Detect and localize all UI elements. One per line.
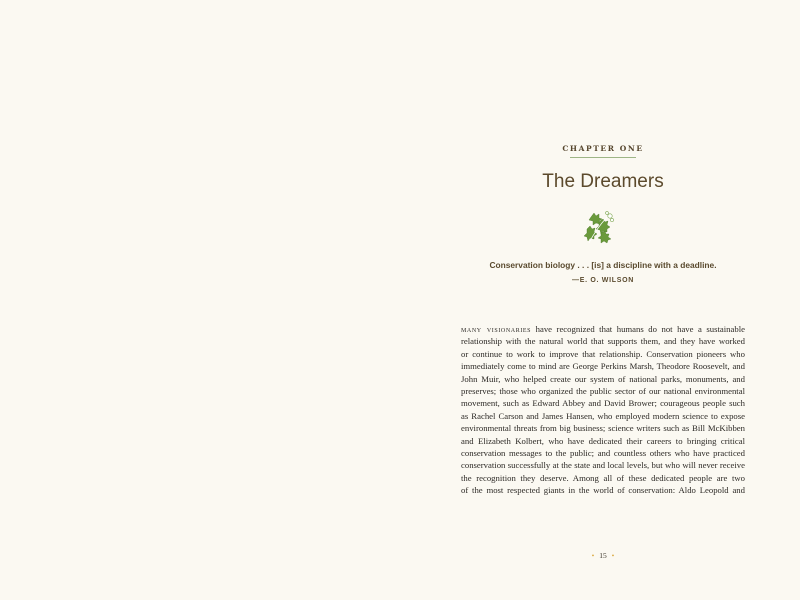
- epigraph-attribution: —E. O. WILSON: [572, 277, 634, 284]
- folio-bullet-right: •: [611, 552, 615, 560]
- body-line-6: preserves; those who organized the public sector of our national environmental: [461, 386, 745, 397]
- chapter-label: CHAPTER ONE: [562, 144, 644, 153]
- body-line-14: of the most respected giants in the world of conservation: Aldo Leopold and: [461, 485, 745, 496]
- lead-in: many visionaries: [461, 324, 532, 334]
- body-line-10: and Elizabeth Kolbert, who have dedicated their careers to bringing critical: [461, 435, 745, 446]
- page-folio: [400, 551, 800, 560]
- chapter-rule: [570, 157, 636, 158]
- epigraph-quote: Conservation biology . . . [is] a discipline with a deadline.: [489, 260, 717, 270]
- folio-bullet-left: •: [591, 552, 595, 560]
- body-line-12: conservation successfully at the state and local levels, but who will never receive: [461, 460, 745, 471]
- body-line-11: conservation messages to the public; and countless others who have practiced: [461, 448, 745, 459]
- body-line-2: relationship with the natural world that supports them, and they have worked: [461, 336, 745, 347]
- body-paragraph: [461, 323, 745, 497]
- body-line-7: movement, such as Edward Abbey and David Brower; courageous people such: [461, 398, 745, 409]
- body-line-9: environmental threats from big business; science writers such as Bill McKibben: [461, 423, 745, 434]
- body-line-13: the recognition they deserve. Among all of these dedicated people are two: [461, 472, 745, 483]
- chapter-title: The Dreamers: [542, 171, 664, 192]
- body-line-1: many visionaries have recognized that humans do not have a sustainable: [461, 324, 745, 334]
- body-line-4: immediately come to mind are George Perkins Marsh, Theodore Roosevelt, and: [461, 361, 745, 372]
- leaf-ornament-icon: [581, 207, 621, 247]
- body-line-3: or continue to work to improve that relationship. Conservation pioneers who: [461, 348, 745, 359]
- body-line-8: as Rachel Carson and James Hansen, who employed modern science to expose: [461, 410, 745, 421]
- body-line-5: John Muir, who helped create our system of national parks, monuments, and: [461, 373, 745, 384]
- right-page: [400, 0, 800, 600]
- page-number: 15: [599, 551, 607, 560]
